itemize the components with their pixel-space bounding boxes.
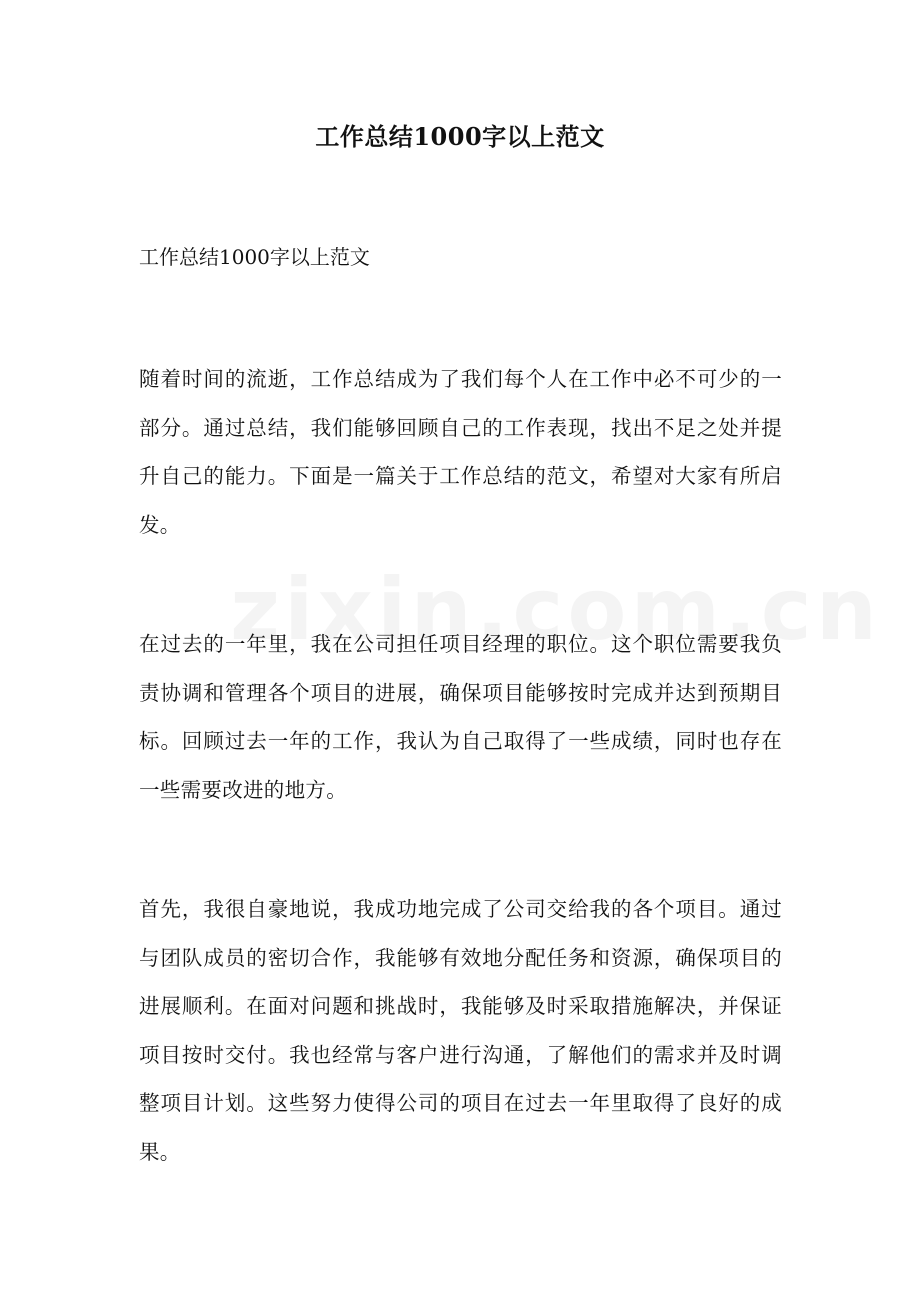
paragraph-1: 随着时间的流逝，工作总结成为了我们每个人在工作中必不可少的一部分。通过总结，我们能够回顾自己的工作表现，找出不足之处并提升自己的能力。下面是一篇关于工作总结的范文，希望对大家有所启发。: [139, 367, 782, 537]
document-subtitle: 工作总结1000字以上范文: [139, 245, 370, 269]
paragraph-2: 在过去的一年里，我在公司担任项目经理的职位。这个职位需要我负责协调和管理各个项目的进展，确保项目能够按时完成并达到预期目标。回顾过去一年的工作，我认为自己取得了一些成绩，同时也存在一些需要改进的地方。: [139, 632, 782, 802]
document-title: 工作总结1000字以上范文: [315, 122, 605, 151]
paragraph-3: 首先，我很自豪地说，我成功地完成了公司交给我的各个项目。通过与团队成员的密切合作，我能够有效地分配任务和资源，确保项目的进展顺利。在面对问题和挑战时，我能够及时采取措施解决，并保证项目按时交付。我也经常与客户进行沟通，了解他们的需求并及时调整项目计划。这些努力使得公司的项目在过去一年里取得了良好的成果。: [139, 897, 782, 1164]
